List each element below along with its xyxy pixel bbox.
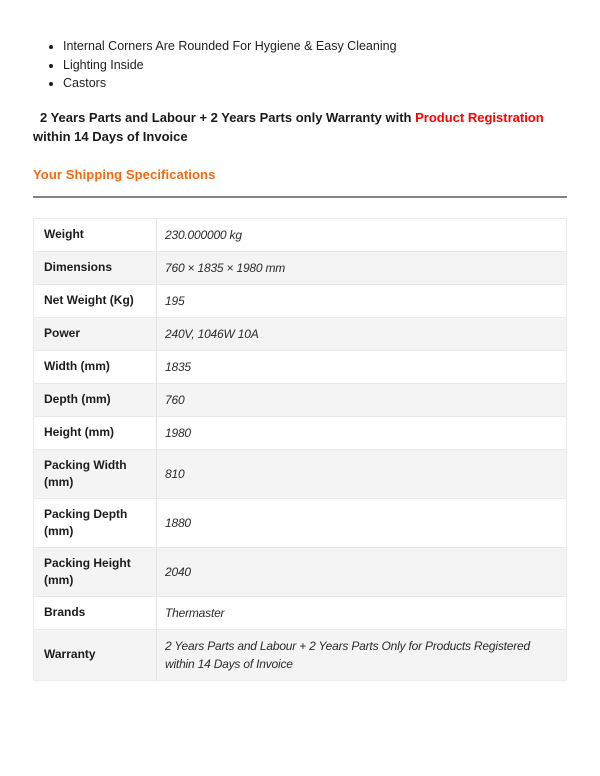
spec-value: 195 (165, 293, 185, 308)
spec-label: Packing Depth (mm) (34, 498, 157, 547)
spec-value: 2040 (165, 564, 191, 579)
spec-value: 2 Years Parts and Labour + 2 Years Parts Only for Products Registered within 14 Days of Invoice (165, 638, 530, 671)
spec-label: Brands (34, 596, 157, 629)
spec-value: 230.000000 kg (165, 227, 242, 242)
spec-value: Thermaster (165, 605, 225, 620)
table-row (34, 416, 567, 449)
table-row (34, 596, 567, 629)
table-row (34, 629, 567, 680)
table-row (34, 284, 567, 317)
warranty-note (33, 108, 567, 146)
warranty-note-text-end: within 14 Days of Invoice (33, 128, 188, 144)
spec-table (33, 218, 567, 681)
spec-label: Power (34, 317, 157, 350)
table-row (34, 449, 567, 498)
spec-label: Height (mm) (34, 416, 157, 449)
spec-label: Net Weight (Kg) (34, 284, 157, 317)
feature-item: • Castors (63, 74, 567, 93)
feature-item: • Internal Corners Are Rounded For Hygiene & Easy Cleaning (63, 37, 567, 56)
spec-label: Width (mm) (34, 350, 157, 383)
spec-label: Dimensions (34, 251, 157, 284)
spec-value: 240V, 1046W 10A (165, 326, 259, 341)
spec-value: 1835 (165, 359, 191, 374)
shipping-specifications-heading: Your Shipping Specifications (33, 166, 216, 182)
feature-list (33, 37, 567, 93)
table-row (34, 350, 567, 383)
warranty-note-text: 2 Years Parts and Labour + 2 Years Parts only Warranty with (40, 109, 416, 125)
spec-value: 760 × 1835 × 1980 mm (165, 260, 286, 275)
feature-item: • Lighting Inside (63, 56, 567, 75)
spec-label: Warranty (34, 629, 157, 680)
spec-label: Packing Width (mm) (34, 449, 157, 498)
table-row (34, 547, 567, 596)
spec-value: 1980 (165, 425, 191, 440)
spec-label: Weight (34, 218, 157, 251)
table-row (34, 317, 567, 350)
spec-value: 810 (165, 466, 185, 481)
table-row (34, 218, 567, 251)
spec-label: Packing Height (mm) (34, 547, 157, 596)
table-row (34, 251, 567, 284)
table-row (34, 498, 567, 547)
spec-label: Depth (mm) (34, 383, 157, 416)
page-content (0, 37, 600, 681)
spec-value: 760 (165, 392, 185, 407)
warranty-note-highlight: Product Registration (415, 109, 544, 125)
table-row (34, 383, 567, 416)
spec-value: 1880 (165, 515, 191, 530)
section-divider (33, 196, 567, 198)
spec-table-body (34, 218, 567, 680)
